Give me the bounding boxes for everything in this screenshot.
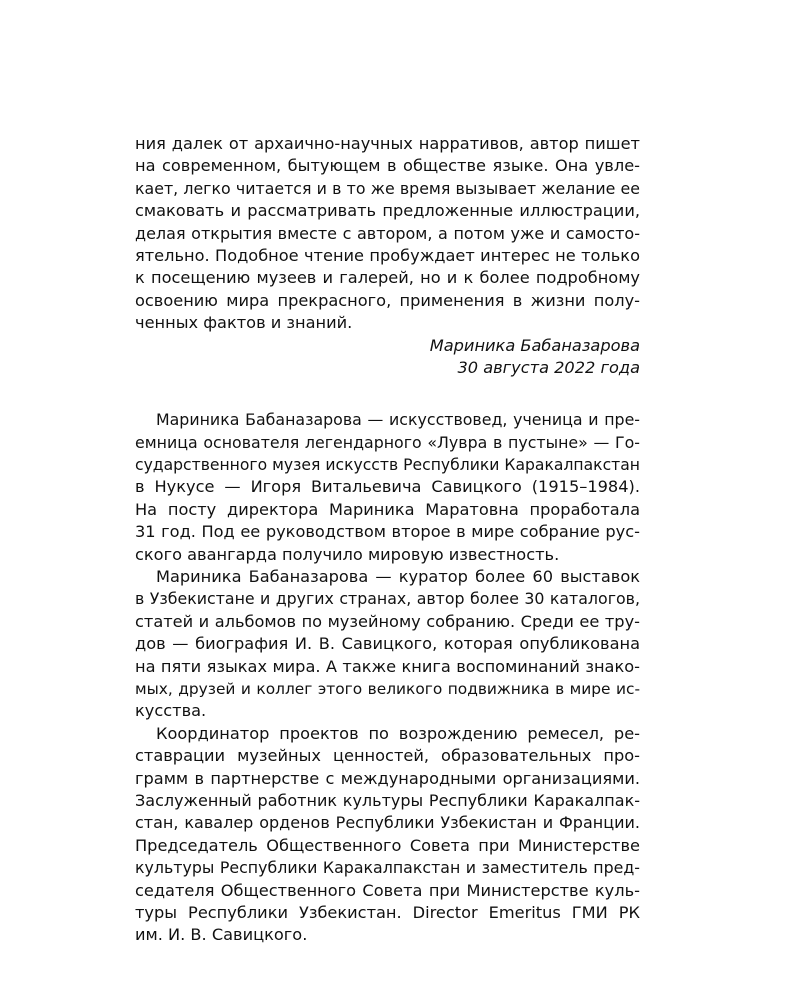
text-line: 31 год. Под ее руководством второе в мире собрание рус- xyxy=(135,522,640,542)
text-line: Координатор проектов по возрождению ремесел, ре- xyxy=(156,723,640,743)
text-line: в Нукусе — Игоря Витальевича Савицкого (1915–1984). xyxy=(135,477,640,497)
signature-date: 30 августа 2022 года xyxy=(457,357,640,377)
text-line: в Узбекистане и других странах, автор более 30 каталогов, xyxy=(135,589,640,609)
text-line: им. И. В. Савицкого. xyxy=(135,925,308,945)
text-line: кусства. xyxy=(135,701,207,721)
intro-paragraph xyxy=(135,133,640,335)
text-line: ния далек от архаично-научных нарративов, автор пишет xyxy=(135,134,640,153)
bio-paragraph-1 xyxy=(135,409,640,566)
text-line: Заслуженный работник культуры Республики Каракалпак- xyxy=(135,790,640,810)
text-line: Мариника Бабаназарова — искусствовед, ученица и пре- xyxy=(156,410,640,430)
text-line: ятельно. Подобное чтение пробуждает интерес не только xyxy=(135,245,640,265)
text-line: статей и альбомов по музейному собранию. Среди ее тру- xyxy=(135,611,640,631)
text-line: смаковать и рассматривать предложенные иллюстрации, xyxy=(135,201,640,221)
text-line: туры Республики Узбекистан. Director Emeritus ГМИ РК xyxy=(135,902,640,922)
text-line: Мариника Бабаназарова — куратор более 60 выставок xyxy=(156,567,640,587)
text-line: дов — биография И. В. Савицкого, которая опубликована xyxy=(135,634,640,654)
page-text-block xyxy=(135,133,640,947)
text-line: освоению мира прекрасного, применения в жизни полу- xyxy=(135,290,640,310)
text-line: кает, легко читается и в то же время вызывает желание ее xyxy=(135,178,640,198)
section-gap xyxy=(135,379,640,409)
text-line: ченных фактов и знаний. xyxy=(135,313,353,333)
text-line: седателя Общественного Совета при Министерстве куль- xyxy=(135,880,640,900)
bio-paragraph-3 xyxy=(135,723,640,947)
text-line: на современном, бытующем в обществе языке. Она увле- xyxy=(135,156,640,176)
text-line: на пяти языках мира. А также книга воспоминаний знако- xyxy=(135,656,640,676)
bio-paragraph-2 xyxy=(135,566,640,723)
text-line: ского авангарда получило мировую известность. xyxy=(135,544,560,564)
text-line: к посещению музеев и галерей, но и к более подробному xyxy=(135,268,640,288)
text-line: Председатель Общественного Совета при Министерстве xyxy=(135,835,640,855)
text-line: сударственного музея искусств Республики Каракалпакстан xyxy=(135,456,640,475)
text-line: ставрации музейных ценностей, образовательных про- xyxy=(135,746,640,766)
text-line: емница основателя легендарного «Лувра в пустыне» — Го- xyxy=(135,432,640,452)
text-line: На посту директора Мариника Маратовна проработала xyxy=(135,499,640,519)
text-line: стан, кавалер орденов Республики Узбекистан и Франции. xyxy=(135,813,640,833)
text-line: мых, друзей и коллег этого великого подвижника в мире ис- xyxy=(135,679,640,698)
signature-name: Мариника Бабаназарова xyxy=(429,335,640,355)
text-line: делая открытия вместе с автором, а потом уже и самосто- xyxy=(135,223,640,243)
text-line: культуры Республики Каракалпакстан и заместитель пред- xyxy=(135,858,640,878)
signature-block xyxy=(135,335,640,380)
text-line: грамм в партнерстве с международными организациями. xyxy=(135,768,640,788)
